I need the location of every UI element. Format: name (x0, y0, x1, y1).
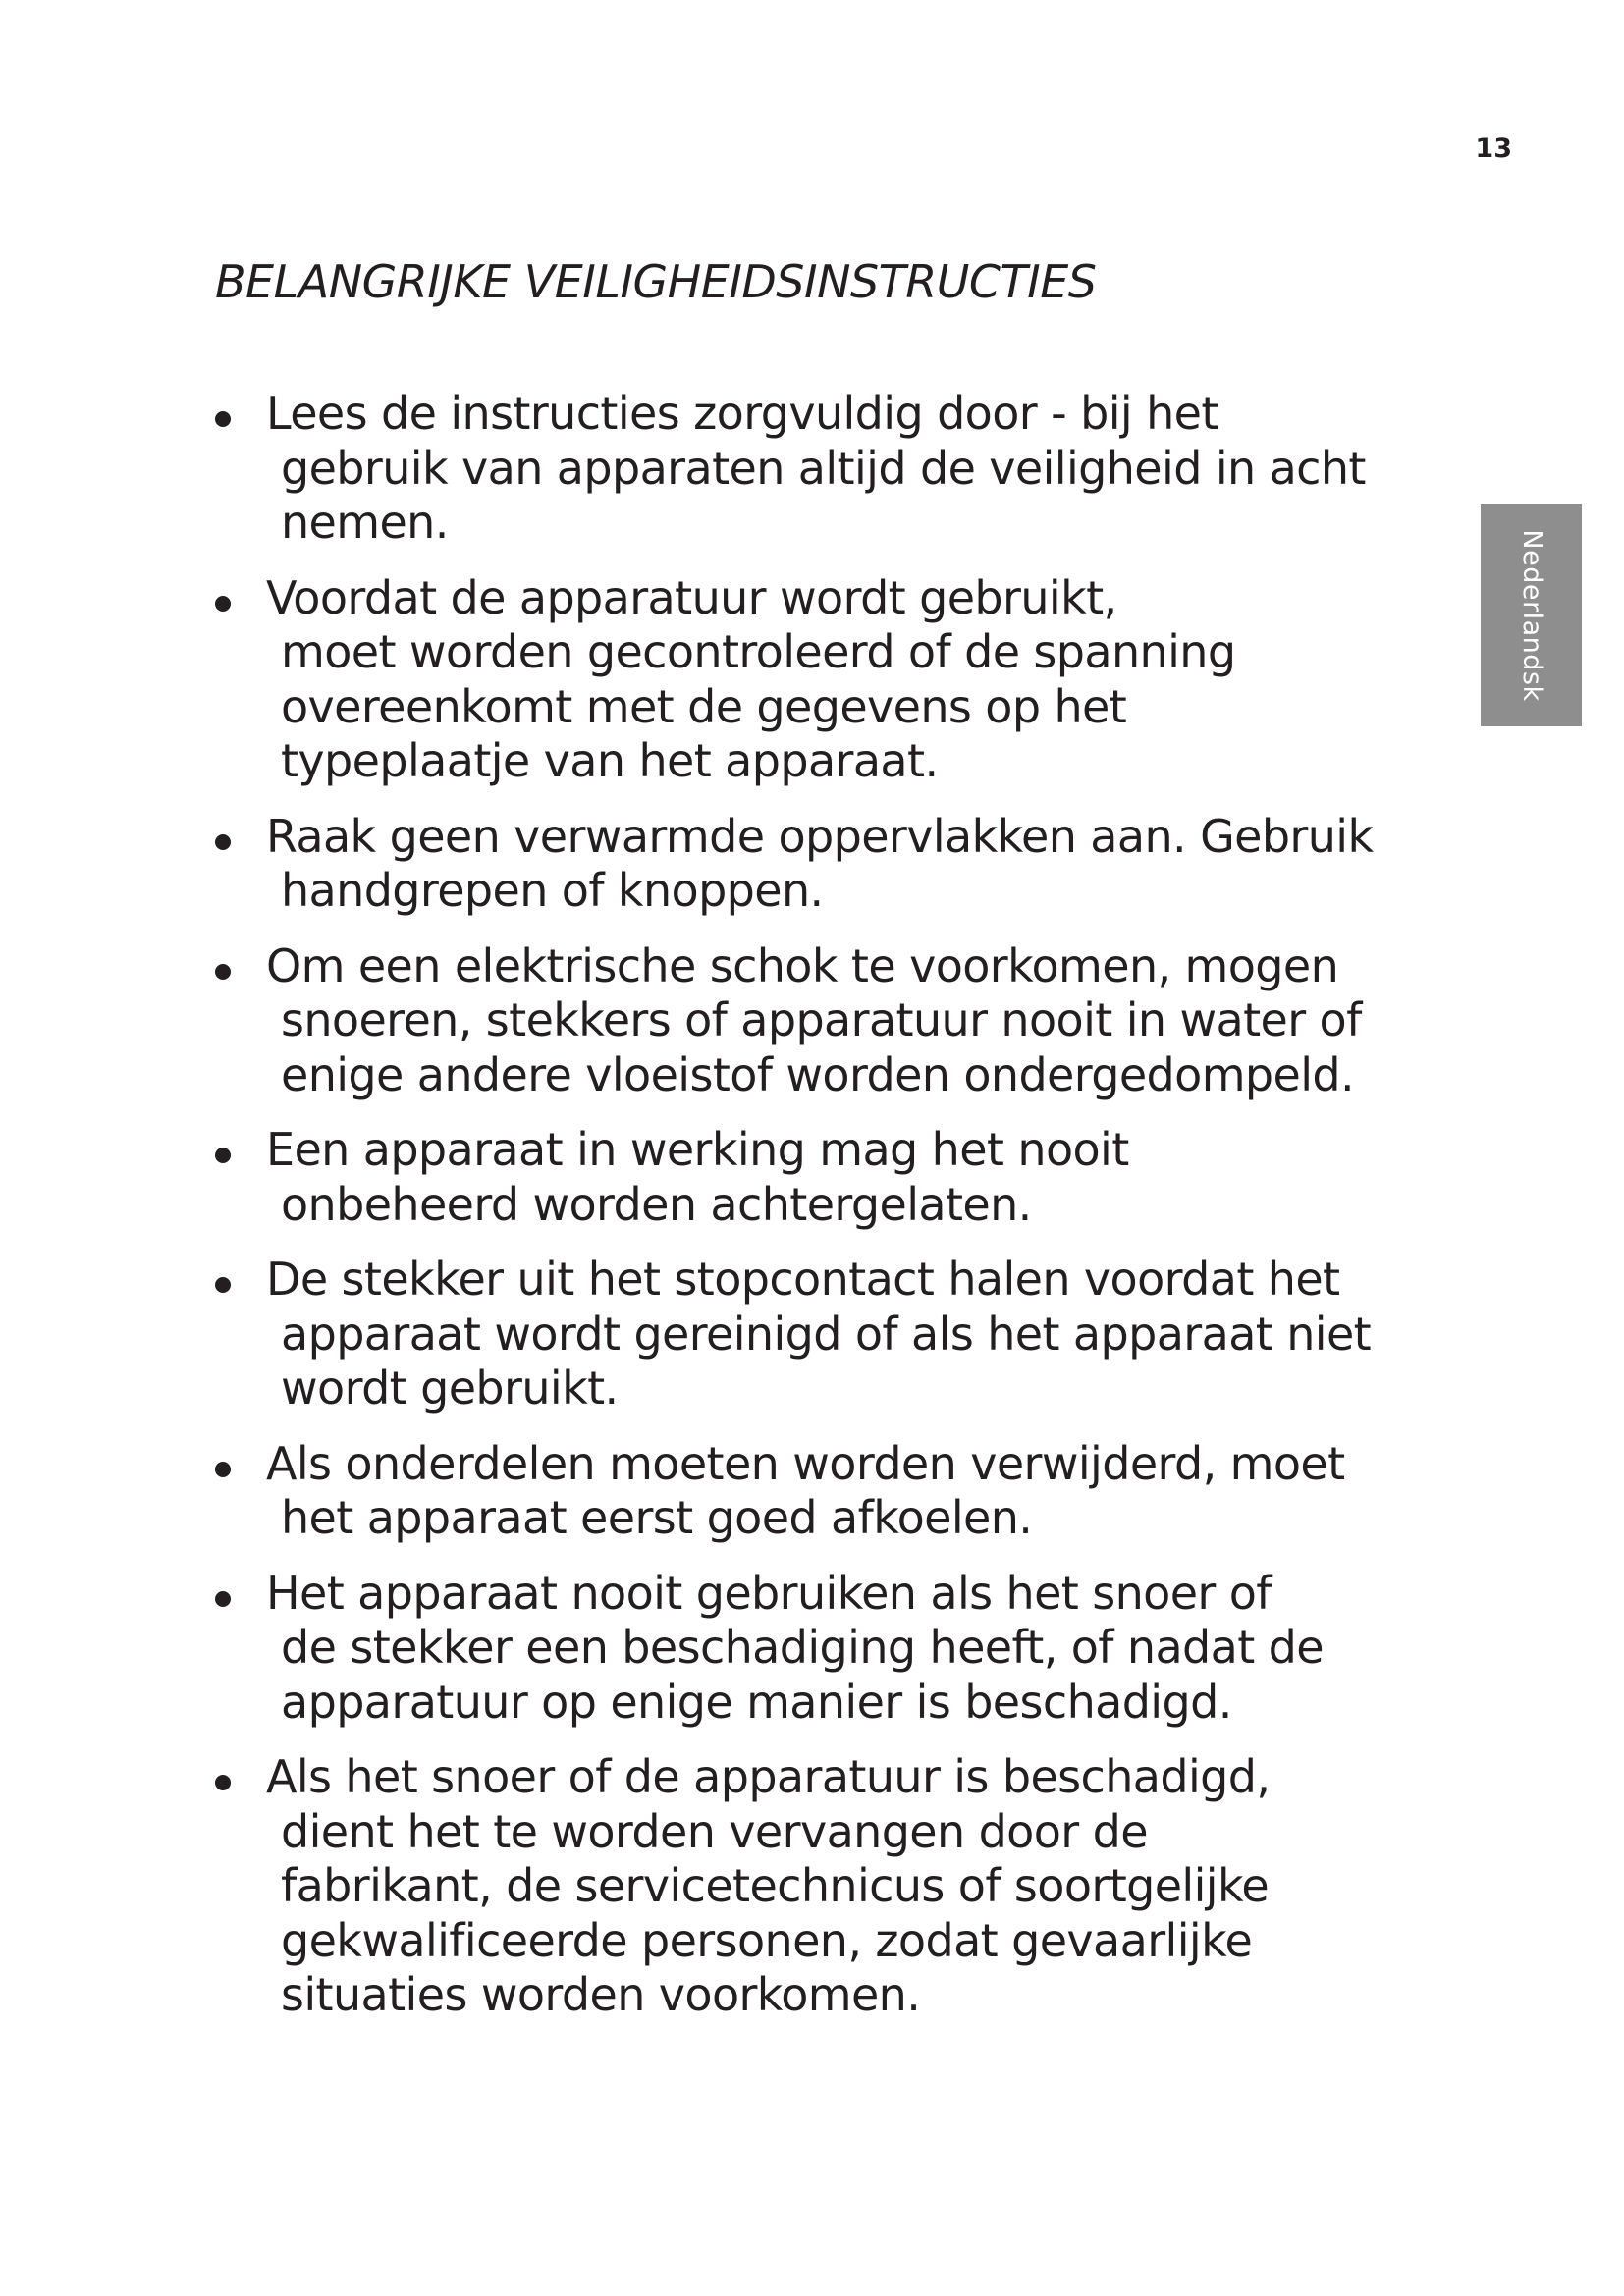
instruction-line: snoeren, stekkers of apparatuur nooit in water of (281, 993, 1362, 1046)
bullet-icon (215, 1277, 231, 1293)
instruction-item (210, 1750, 1437, 2023)
instruction-line: het apparaat eerst goed afkoelen. (281, 1491, 1033, 1544)
instruction-item (210, 1567, 1437, 1731)
instruction-line: Een apparaat in werking mag het nooit (266, 1123, 1129, 1176)
bullet-icon (215, 834, 231, 850)
instruction-item (210, 810, 1437, 919)
instruction-item (210, 387, 1437, 551)
safety-instructions-list (210, 387, 1437, 2044)
instruction-line: Raak geen verwarmde oppervlakken aan. Gebruik (266, 809, 1374, 863)
instruction-line: overeenkomt met de gegevens op het (281, 679, 1127, 733)
bullet-icon (215, 1591, 231, 1607)
instruction-line: apparaat wordt gereinigd of als het apparaat niet (281, 1307, 1372, 1361)
page-number: 13 (1475, 133, 1512, 164)
instruction-line: Het apparaat nooit gebruiken als het snoer of (266, 1566, 1272, 1620)
instruction-line: typeplaatje van het apparaat. (281, 734, 939, 787)
bullet-icon (215, 964, 231, 980)
instruction-line: gebruik van apparaten altijd de veiligheid in acht (281, 441, 1366, 495)
instruction-item (210, 571, 1437, 789)
instruction-line: Als het snoer of de apparatuur is beschadigd, (266, 1750, 1271, 1803)
instruction-line: dient het te worden vervangen door de (281, 1804, 1148, 1858)
instruction-line: Voordat de apparatuur wordt gebruikt, (266, 570, 1117, 624)
instruction-line: onbeheerd worden achtergelaten. (281, 1177, 1032, 1231)
instruction-line: Als onderdelen moeten worden verwijderd, moet (266, 1436, 1345, 1490)
instruction-line: Om een elektrische schok te voorkomen, mogen (266, 938, 1339, 992)
instruction-line: apparatuur op enige manier is beschadigd. (281, 1675, 1232, 1729)
section-heading: BELANGRIJKE VEILIGHEIDSINSTRUCTIES (215, 255, 1097, 308)
instruction-line: wordt gebruikt. (281, 1362, 619, 1415)
instruction-line: nemen. (281, 496, 449, 549)
instruction-line: situaties worden voorkomen. (281, 1968, 921, 2021)
instruction-item (210, 1253, 1437, 1416)
instruction-line: fabrikant, de servicetechnicus of soortgelijke (281, 1859, 1270, 1912)
language-tab (1481, 504, 1582, 726)
instruction-line: enige andere vloeistof worden ondergedompeld. (281, 1047, 1355, 1101)
instruction-item (210, 1437, 1437, 1546)
instruction-line: de stekker een beschadiging heeft, of nadat de (281, 1621, 1324, 1674)
instruction-line: gekwalificeerde personen, zodat gevaarlijke (281, 1913, 1253, 1967)
bullet-icon (215, 1462, 231, 1477)
bullet-icon (215, 1148, 231, 1163)
instruction-line: handgrepen of knoppen. (281, 864, 824, 917)
instruction-line: De stekker uit het stopcontact halen voordat het (266, 1253, 1340, 1306)
bullet-icon (215, 411, 231, 427)
instruction-item (210, 1123, 1437, 1232)
instruction-line: Lees de instructies zorgvuldig door - bij het (266, 387, 1218, 440)
bullet-icon (215, 1775, 231, 1790)
instruction-line: moet worden gecontroleerd of de spanning (281, 625, 1236, 678)
language-tab-label: Nederlandsk (1516, 528, 1547, 702)
instruction-item (210, 939, 1437, 1103)
bullet-icon (215, 596, 231, 612)
